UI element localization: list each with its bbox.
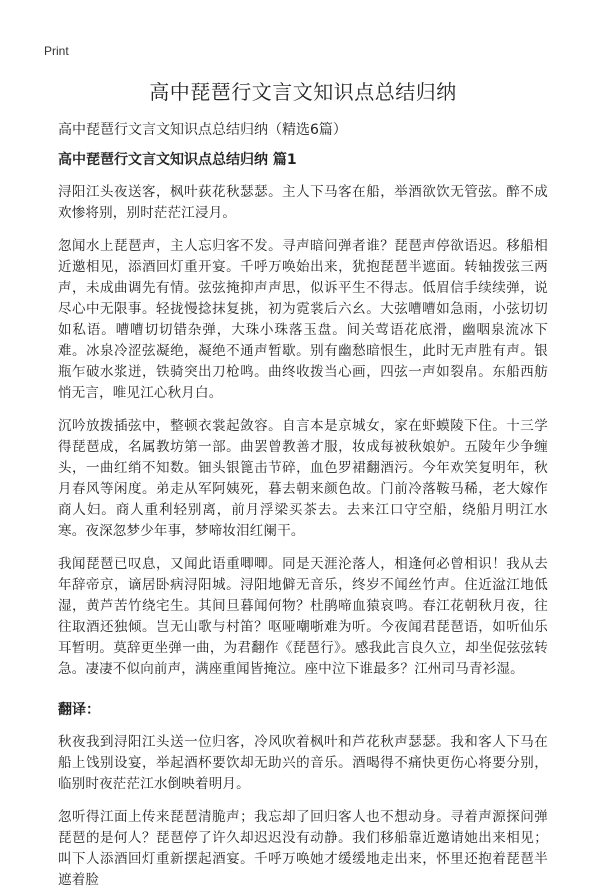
translation-paragraph-1: 秋夜我到浔阳江头送一位归客，冷风吹着枫叶和芦花秋声瑟瑟。我和客人下马在船上饯别设宴，举起酒杯要饮却无助兴的音乐。酒喝得不痛快更伤心将要分别，临别时夜茫茫江水倒映着明月。 [58, 734, 548, 792]
poem-paragraph-3: 沉吟放拨插弦中，整顿衣裳起敛容。自言本是京城女，家在虾蟆陵下住。十三学得琵琶成，名属教坊第一部。曲罢曾教善才服，妆成每被秋娘妒。五陵年少争缠头，一曲红绡不知数。钿头银篦击节碎，血色罗裙翻酒污。今年欢笑复明年，秋月春风等闲度。弟走从军阿姨死，暮去朝来颜色故。门前冷落鞍马稀，老大嫁作商人妇。商人重利轻别离，前月浮梁买茶去。去来江口守空船，绕船月明江水寒。夜深忽梦少年事，梦啼妆泪红阑干。 [58, 418, 548, 539]
subtitle: 高中琵琶行文言文知识点总结归纳（精选6篇） [58, 122, 347, 138]
print-link[interactable]: Print [44, 44, 69, 58]
page-title: 高中琵琶行文言文知识点总结归纳 [149, 80, 457, 104]
poem-paragraph-4: 我闻琵琶已叹息，又闻此语重唧唧。同是天涯沦落人，相逢何必曾相识！我从去年辞帝京，谪居卧病浔阳城。浔阳地僻无音乐，终岁不闻丝竹声。住近湓江地低湿，黄芦苦竹绕宅生。其间旦暮闻何物？杜鹃啼血猿哀鸣。春江花朝秋月夜，往往取酒还独倾。岂无山歌与村笛？呕哑嘲哳难为听。今夜闻君琵琶语，如听仙乐耳暂明。莫辞更坐弹一曲，为君翻作《琵琶行》。感我此言良久立，却坐促弦弦转急。凄凄不似向前声，满座重闻皆掩泣。座中泣下谁最多？江州司马青衫湿。 [58, 556, 548, 677]
translation-paragraph-2: 忽听得江面上传来琵琶清脆声；我忘却了回归客人也不想动身。寻着声源探问弹琵琶的是何人？琵琶停了许久却迟迟没有动静。我们移船靠近邀请她出来相见；叫下人添酒回灯重新摆起酒宴。千呼万唤她才缓缓地走出来，怀里还抱着琵琶半遮着脸 [58, 809, 548, 888]
section-heading: 高中琵琶行文言文知识点总结归纳 篇1 [58, 152, 297, 168]
translation-heading: 翻译： [58, 702, 100, 718]
document-body [58, 78, 548, 891]
poem-paragraph-1: 浔阳江头夜送客，枫叶荻花秋瑟瑟。主人下马客在船，举酒欲饮无管弦。醉不成欢惨将别，别时茫茫江浸月。 [58, 184, 548, 221]
poem-paragraph-2: 忽闻水上琵琶声，主人忘归客不发。寻声暗问弹者谁？琵琶声停欲语迟。移船相近邀相见，添酒回灯重开宴。千呼万唤始出来，犹抱琵琶半遮面。转轴拨弦三两声，未成曲调先有情。弦弦掩抑声声思，似诉平生不得志。低眉信手续续弹，说尽心中无限事。轻拢慢捻抹复挑，初为霓裳后六幺。大弦嘈嘈如急雨，小弦切切如私语。嘈嘈切切错杂弹，大珠小珠落玉盘。间关莺语花底滑，幽咽泉流冰下难。冰泉冷涩弦凝绝，凝绝不通声暂歇。别有幽愁暗恨生，此时无声胜有声。银瓶乍破水浆迸，铁骑突出刀枪鸣。曲终收拨当心画，四弦一声如裂帛。东船西舫悄无言，唯见江心秋月白。 [58, 238, 548, 401]
